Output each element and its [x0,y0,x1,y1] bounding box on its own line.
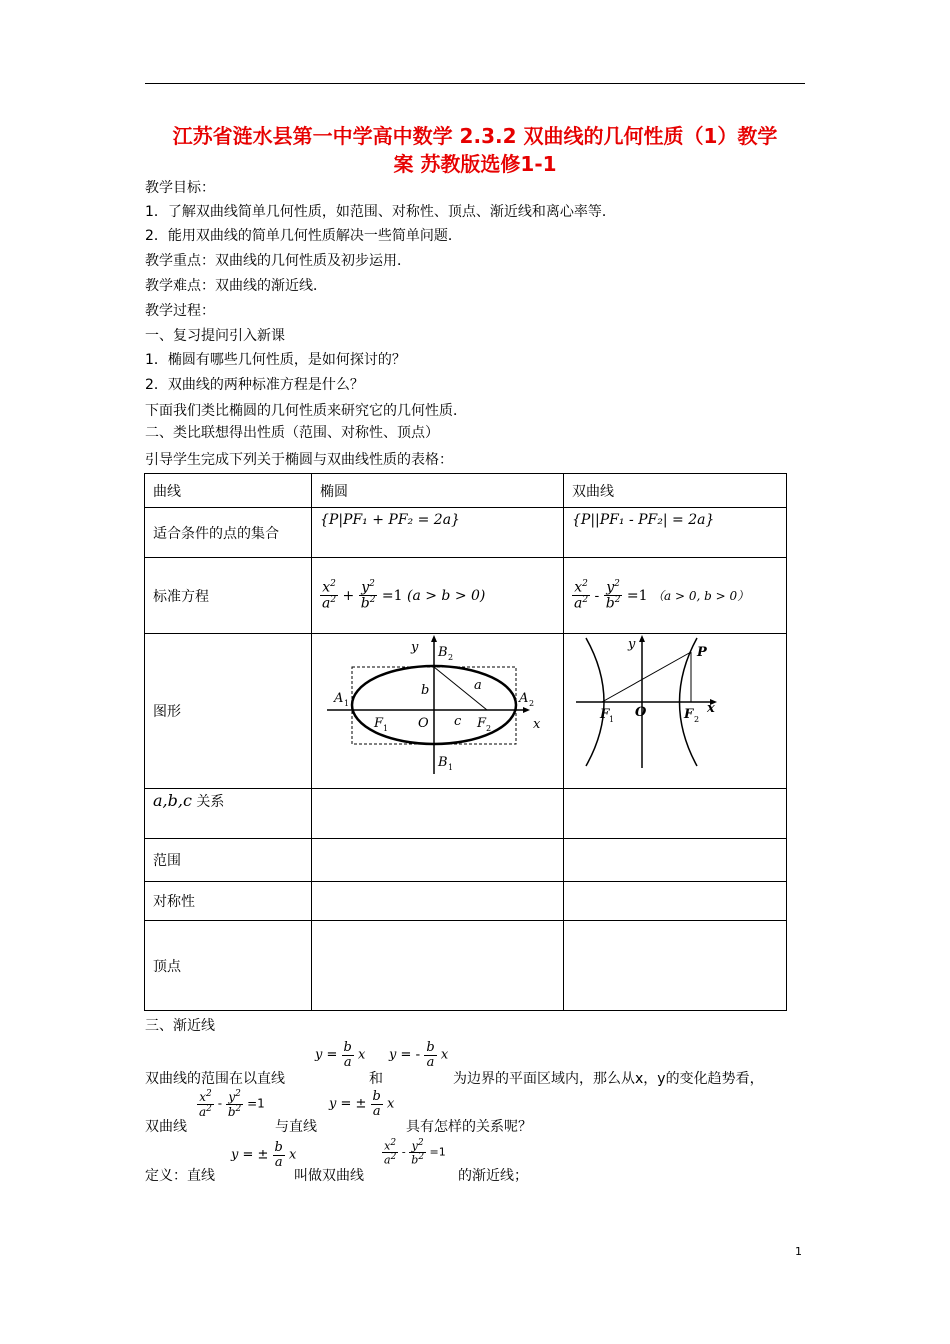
ellipse-condition: (a > b > 0) [406,587,486,604]
ellipse-set-formula: {P|PF₁ + PF₂ = 2a} [320,512,460,528]
asymptote-and: 和 [369,1071,383,1087]
row-abc-relation [145,789,787,839]
page-title [145,122,805,178]
definition-text-b: 叫做双曲线 [294,1168,364,1184]
title-line-2: 案 苏教版选修1-1 [393,152,557,176]
table-header-row [145,474,787,508]
section-2-heading: 二、类比联想得出性质（范围、对称性、顶点） [145,425,439,441]
ellipse-equation: $\frac{x^2}{a^2}$ + $\frac{y^2}{b^2}$ =1 (a > b > 0) [322,578,486,612]
title-line-1: 江苏省涟水县第一中学高中数学 2.3.2 双曲线的几何性质（1）教学 [172,124,778,148]
ellipse-f2-label: F [477,716,487,731]
intro-text: 下面我们类比椭圆的几何性质来研究它的几何性质． [145,403,467,419]
row-graph [145,634,787,789]
section-3-heading: 三、渐近线 [145,1018,215,1034]
row-range [145,839,787,882]
label-symmetry: 对称性 [145,882,312,921]
table-guide-text: 引导学生完成下列关于椭圆与双曲线性质的表格： [145,452,453,468]
formula-y-b-over-a-x: y = $\frac{b}{a}$ x [315,1040,366,1070]
svg-text:1: 1 [609,715,615,724]
goals-heading: 教学目标： [145,180,215,196]
formula-y-neg-b-over-a-x: y = - $\frac{b}{a}$ x [389,1040,449,1070]
svg-text:1: 1 [448,763,454,772]
hyperbola-equation: $\frac{x^2}{a^2}$ - $\frac{y^2}{b^2}$ =1 （a > 0, b > 0） [574,578,750,612]
asymptote-text-1b: 为边界的平面区域内，那么从x，y的变化趋势看， [453,1071,764,1087]
page-number: 1 [795,1245,802,1258]
ellipse-origin-label: O [418,716,429,731]
svg-text:1: 1 [383,724,389,733]
svg-text:2: 2 [694,715,700,724]
svg-text:2: 2 [486,724,492,733]
asymptote-text-1a: 双曲线的范围在以直线 [145,1071,285,1087]
question-1: 1．椭圆有哪些几何性质，是如何探讨的？ [145,352,406,368]
comparison-table [144,473,787,1011]
goal-1: 1．了解双曲线简单几何性质，如范围、对称性、顶点、渐近线和离心率等． [145,204,616,220]
ellipse-a1-label: A [334,691,344,706]
ellipse-x-label: x [533,717,541,732]
hyperbola-origin-label: O [635,705,647,720]
asymptote-text-2c: 具有怎样的关系呢？ [406,1119,532,1135]
asymptote-text-2a: 双曲线 [145,1119,187,1135]
header-curve: 曲线 [145,474,312,508]
header-ellipse: 椭圆 [312,474,564,508]
header-hyperbola: 双曲线 [564,474,787,508]
definition-text-c: 的渐近线； [458,1168,528,1184]
process-heading: 教学过程： [145,303,215,319]
ellipse-a2-label: A [519,691,529,706]
hyperbola-f1-label: F [600,707,610,722]
hyperbola-set-formula: {P||PF₁ - PF₂| = 2a} [572,512,715,528]
svg-text:1: 1 [344,699,350,708]
label-range: 范围 [145,839,312,882]
question-2: 2．双曲线的两种标准方程是什么？ [145,377,364,393]
row-point-set [145,508,787,558]
ellipse-b2-label: B [438,645,448,660]
goal-2: 2．能用双曲线的简单几何性质解决一些简单问题． [145,228,462,244]
key-point: 教学重点：双曲线的几何性质及初步运用． [145,253,411,269]
ellipse-graph [312,634,563,784]
row-standard-equation [145,558,787,634]
section-1-heading: 一、复习提问引入新课 [145,328,285,344]
label-standard-equation: 标准方程 [145,558,312,634]
definition-text-a: 定义：直线 [145,1168,215,1184]
hyperbola-y-label: y [628,637,636,652]
ellipse-f1-label: F [374,716,384,731]
hyperbola-f2-label: F [684,707,694,722]
hyperbola-x-label: x [707,701,715,716]
ellipse-a-label: a [474,678,482,693]
difficulty: 教学难点：双曲线的渐近线． [145,278,327,294]
asymptote-text-2b: 与直线 [275,1119,317,1135]
ellipse-b1-label: B [438,755,448,770]
label-abc-relation: a,b,c 关系 [145,789,312,839]
row-vertex [145,921,787,1011]
label-vertex: 顶点 [145,921,312,1011]
row-symmetry [145,882,787,921]
formula-y-pm-b-over-a-x-2: y = ± $\frac{b}{a}$ x [231,1140,297,1170]
formula-hyperbola-eq-2: $\frac{x^2}{a^2}$ - $\frac{y^2}{b^2}$ =1 [384,1138,446,1167]
header-rule [145,83,805,84]
hyperbola-graph [564,634,786,784]
hyperbola-p-label: P [697,645,707,660]
svg-text:2: 2 [529,699,535,708]
ellipse-y-label: y [411,640,419,655]
formula-y-pm-b-over-a-x-1: y = ± $\frac{b}{a}$ x [329,1089,395,1119]
ellipse-c-label: c [454,714,462,729]
label-graph: 图形 [145,634,312,789]
svg-text:2: 2 [448,653,454,662]
formula-hyperbola-eq-1: $\frac{x^2}{a^2}$ - $\frac{y^2}{b^2}$ =1 [199,1089,265,1119]
label-point-set: 适合条件的点的集合 [145,508,312,558]
ellipse-b-label: b [421,683,430,698]
hyperbola-condition: a > 0, b > 0 [664,588,738,603]
